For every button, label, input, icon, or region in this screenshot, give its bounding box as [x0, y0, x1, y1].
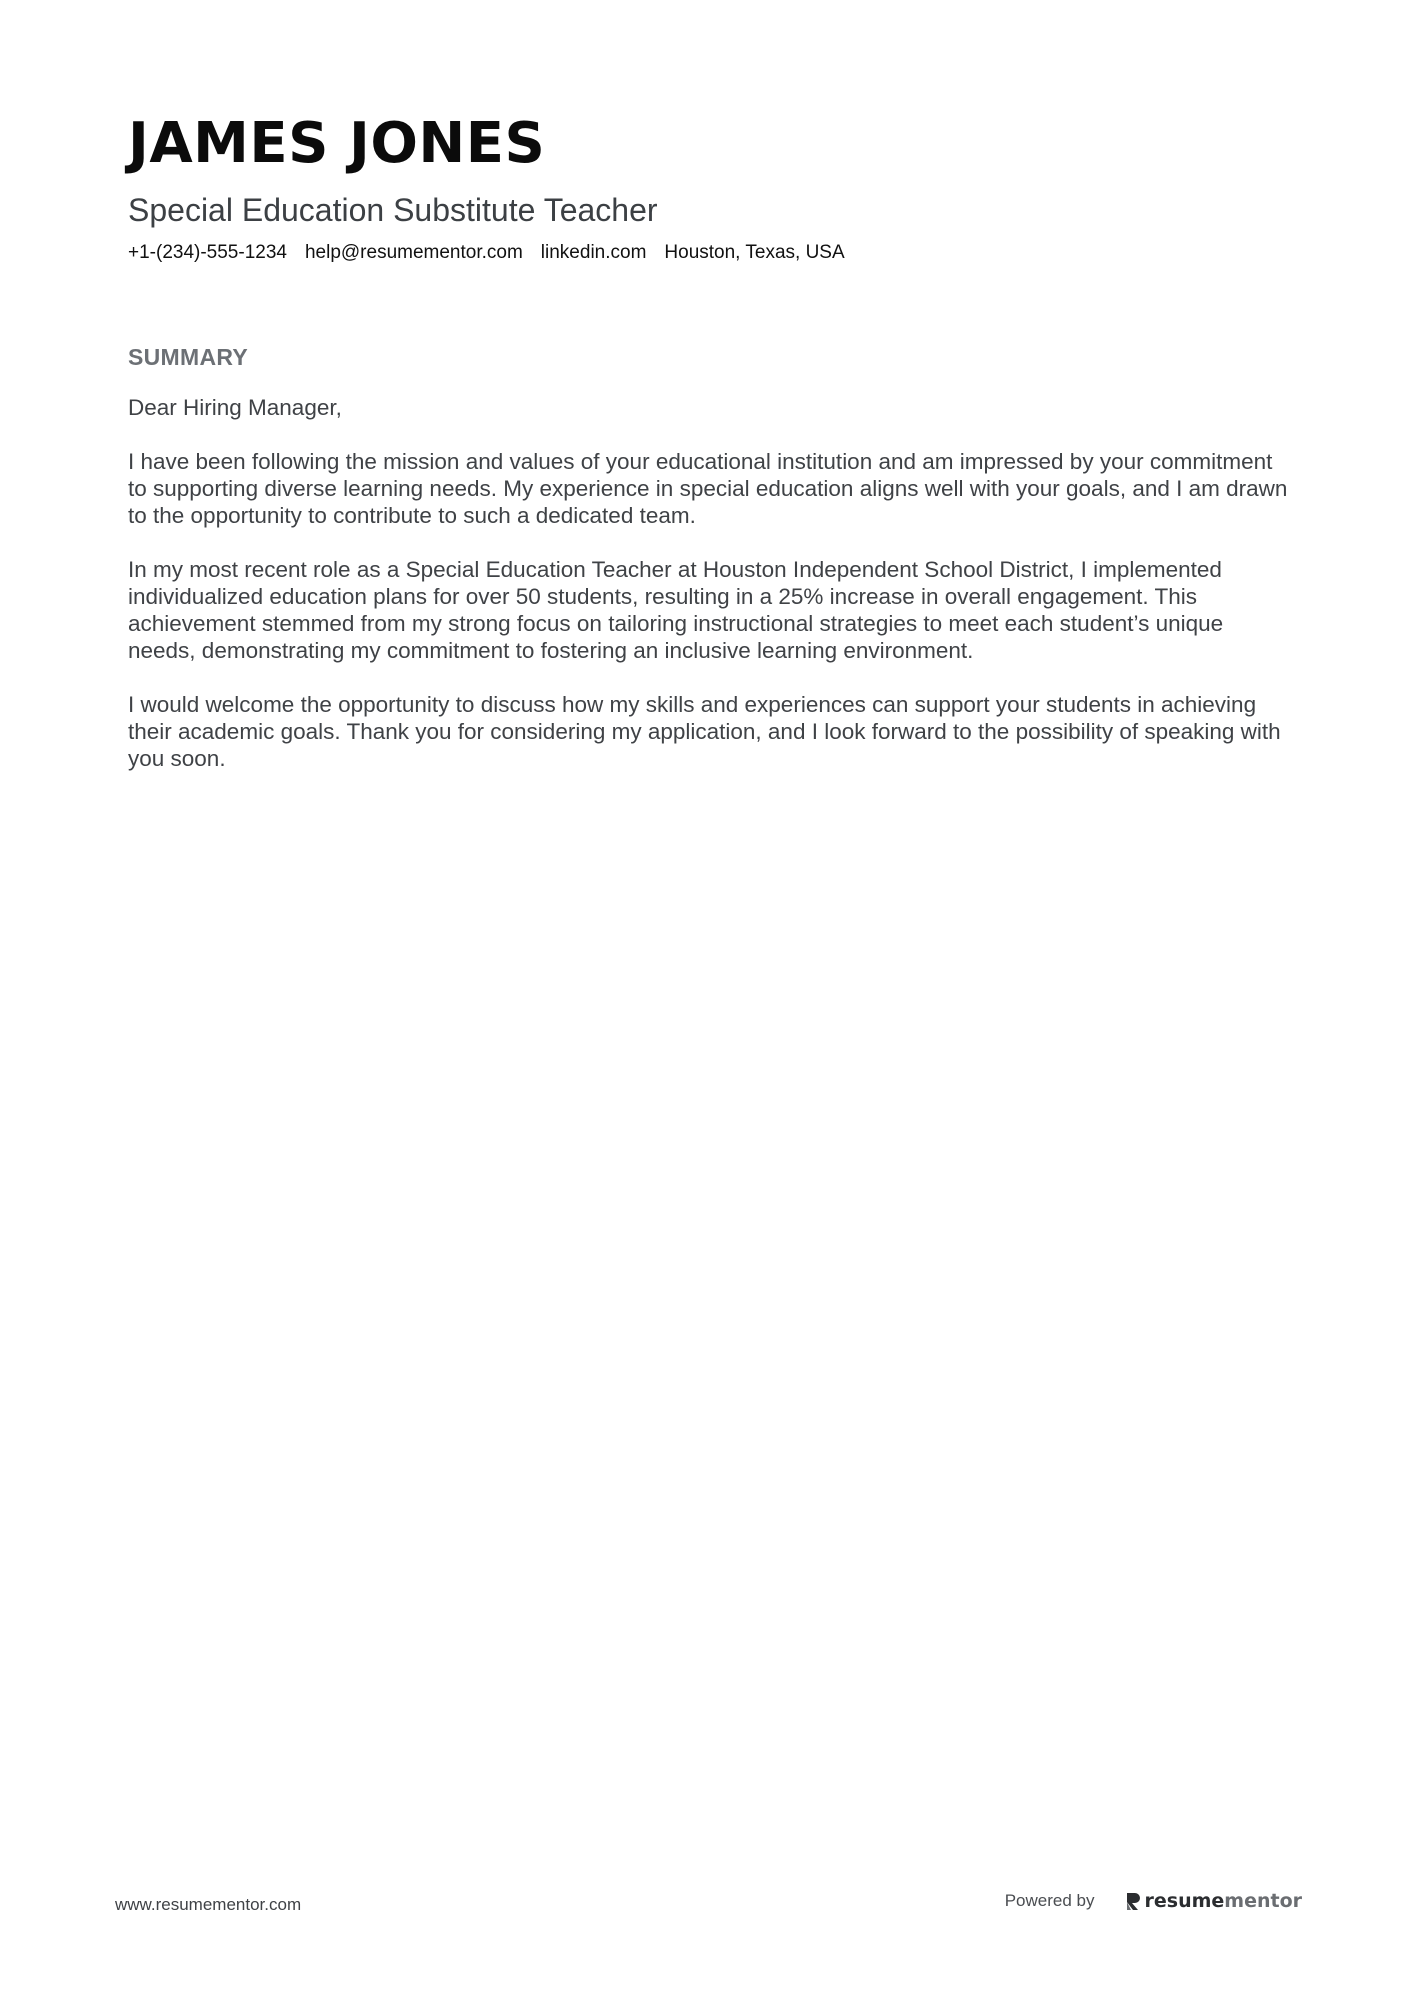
powered-by-label: Powered by [1004, 1891, 1095, 1910]
contact-location: Houston, Texas, USA [664, 242, 845, 263]
summary-section [128, 342, 1288, 799]
paragraph-1: I have been following the mission and values of your educational institution and am impressed by your commitment to supporting diverse learning needs. My experience in special education aligns well with your goals, and I am drawn to the opportunity to contribute to such a dedicated team. [128, 449, 1288, 528]
letter-body [128, 394, 1288, 772]
contact-email[interactable]: help@resumementor.com [304, 242, 523, 263]
paragraph-3: I would welcome the opportunity to discuss how my skills and experiences can support your students in achieving their academic goals. Thank you for considering my application, and I look forward to the possibility of speaking with you soon. [128, 692, 1281, 771]
brand-name-part2: mentor [1224, 1890, 1302, 1912]
footer-branding [1005, 1890, 1302, 1912]
contact-phone: +1-(234)-555-1234 [128, 242, 287, 263]
footer-website[interactable]: www.resumementor.com [115, 1895, 302, 1914]
job-title: Special Education Substitute Teacher [128, 192, 658, 228]
paragraph-2: In my most recent role as a Special Education Teacher at Houston Independent School District, I implemented individualized education plans for over 50 students, resulting in a 25% increase in overall engagement. This achievement stemmed from my strong focus on tailoring instructional strategies to meet each student’s unique needs, demonstrating my commitment to fostering an inclusive learning environment. [128, 557, 1224, 663]
section-heading: SUMMARY [128, 344, 249, 370]
resumementor-logo-icon [1125, 1891, 1141, 1911]
brand-logo[interactable] [1125, 1890, 1303, 1912]
header [128, 108, 1278, 266]
brand-name-part1: resume [1144, 1890, 1225, 1912]
contact-linkedin[interactable]: linkedin.com [540, 242, 647, 263]
applicant-name: JAMES JONES [128, 111, 546, 176]
contact-line [128, 240, 1278, 266]
salutation: Dear Hiring Manager, [128, 395, 342, 420]
